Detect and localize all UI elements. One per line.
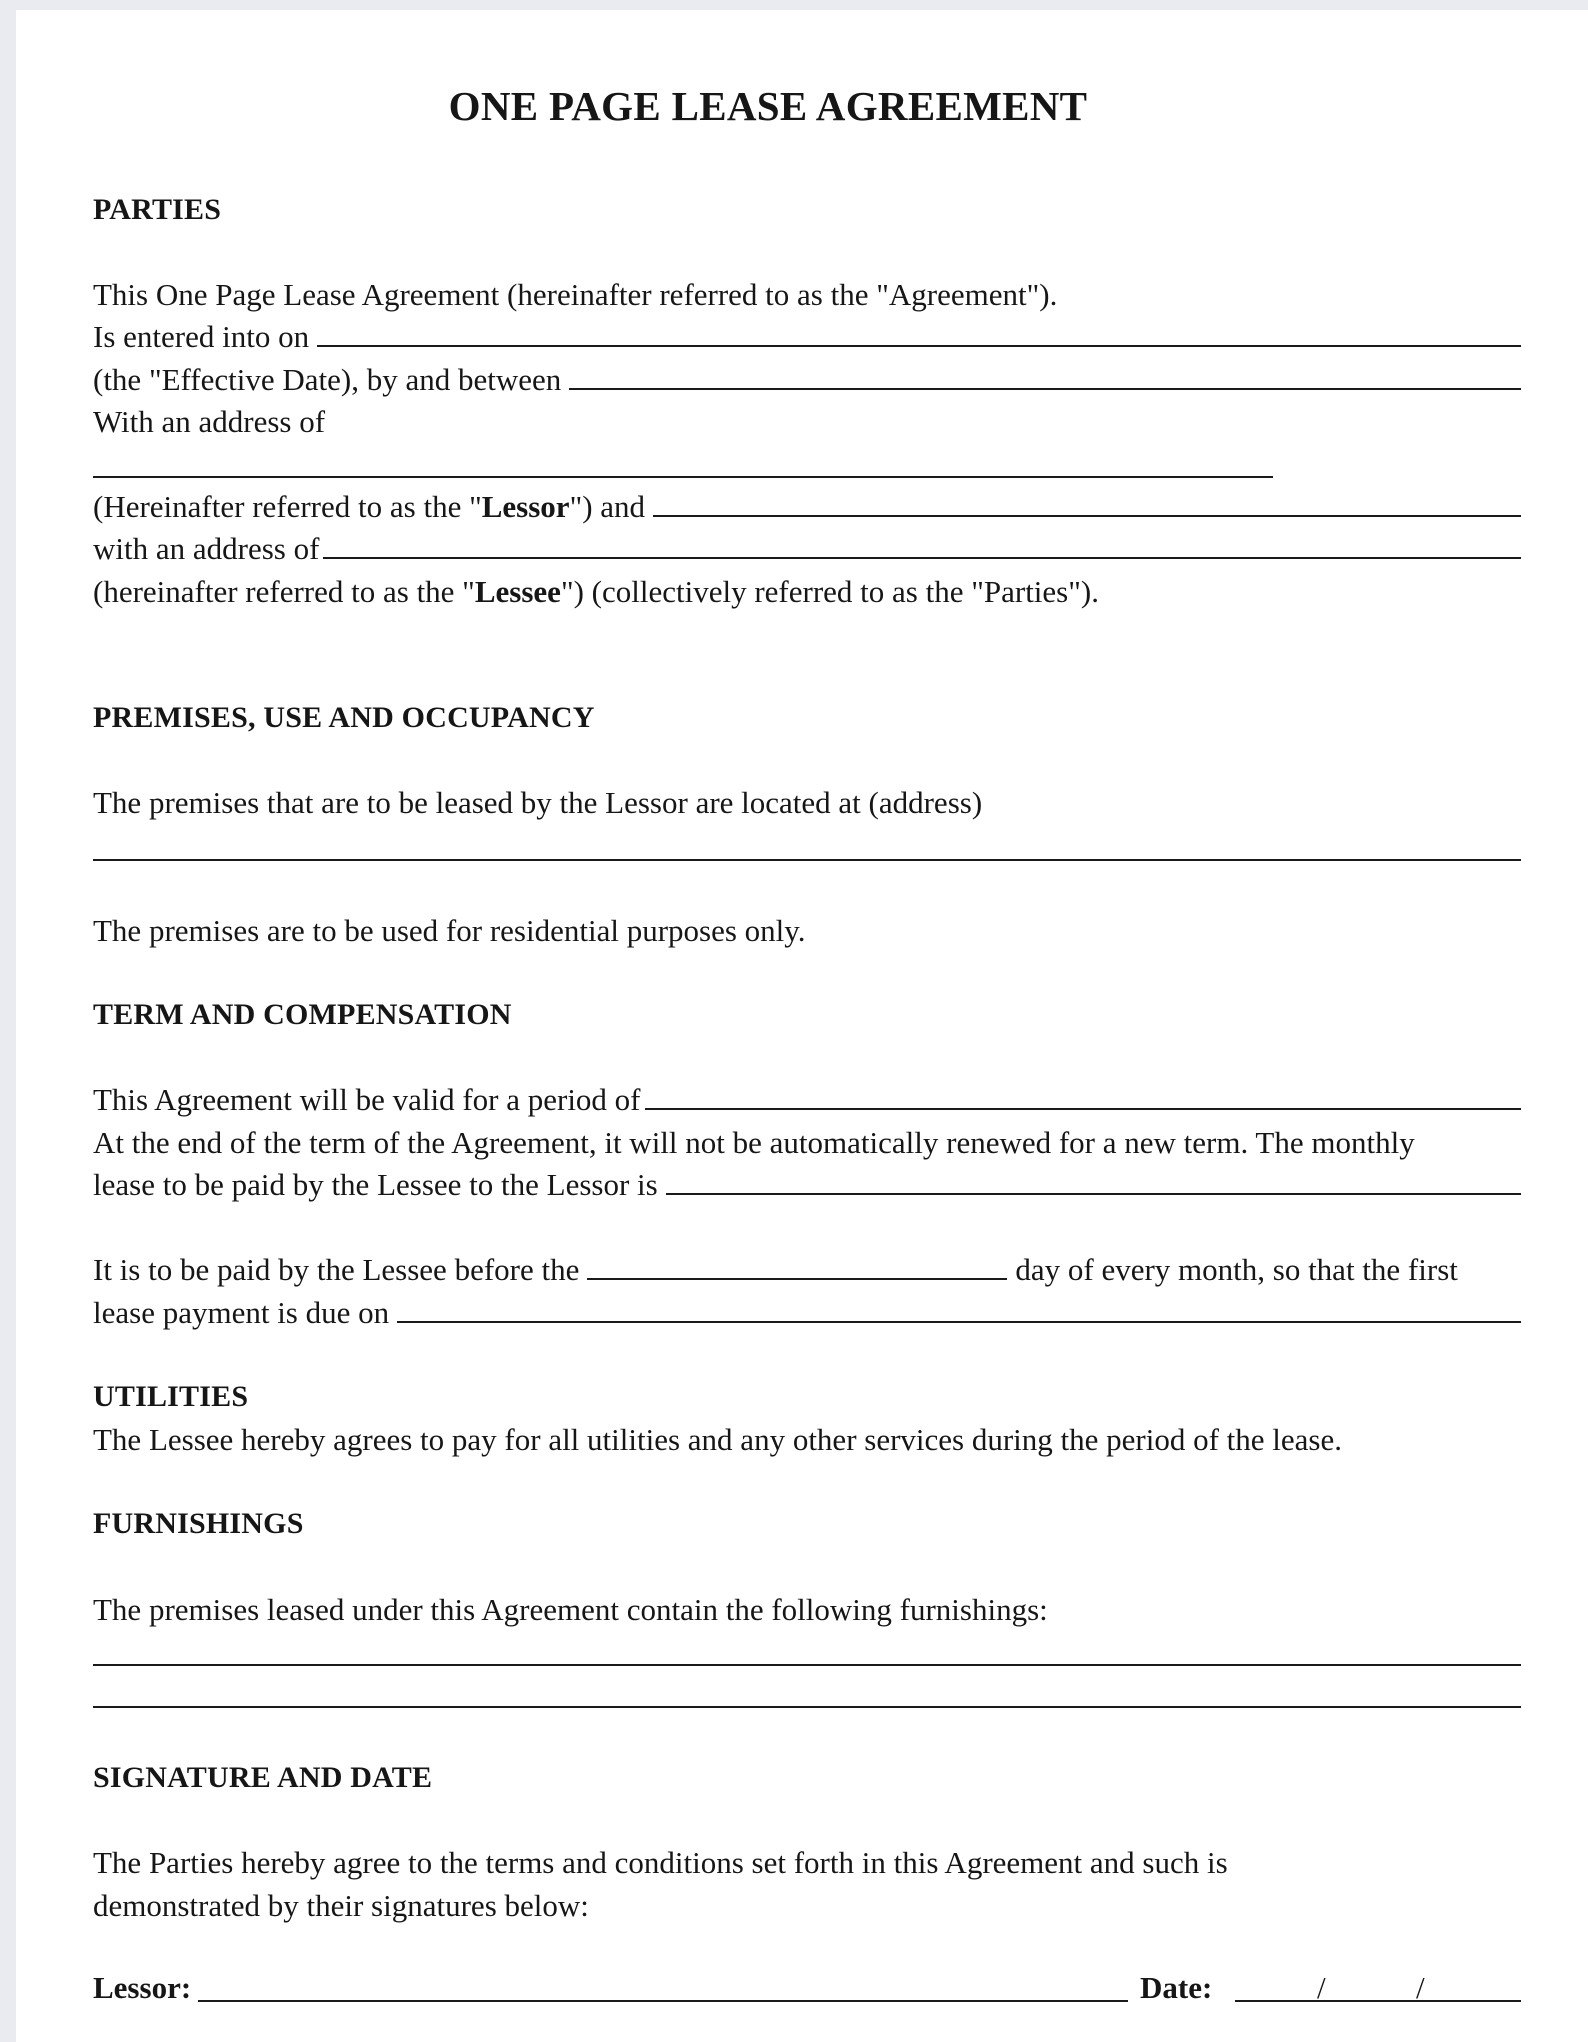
- premises-address-field[interactable]: [93, 859, 1521, 861]
- furnishings-field-2[interactable]: [93, 1706, 1521, 1708]
- section-heading-utilities: UTILITIES: [93, 1380, 249, 1413]
- lessee-address-row: [93, 529, 1521, 569]
- lessee-name-field[interactable]: [653, 487, 1521, 517]
- premises-location-text: The premises that are to be leased by the Lessor are located at (address): [93, 785, 983, 820]
- date-separator-2: /: [1416, 1970, 1425, 2005]
- section-heading-furnishings: FURNISHINGS: [93, 1507, 304, 1540]
- premises-use-text: The premises are to be used for residential purposes only.: [93, 913, 806, 948]
- date-separator-1: /: [1317, 1970, 1326, 2005]
- lessee-address-label: with an address of: [93, 531, 320, 566]
- signature-text-line1: The Parties hereby agree to the terms and conditions set forth in this Agreement and such is: [93, 1845, 1228, 1880]
- parties-intro: This One Page Lease Agreement (hereinafter referred to as the "Agreement").: [93, 277, 1058, 312]
- lessor-signature-label: Lessor:: [93, 1970, 192, 2005]
- lessor-row: [93, 487, 1521, 527]
- furnishings-field-1[interactable]: [93, 1664, 1521, 1666]
- monthly-lease-amount-field[interactable]: [666, 1165, 1521, 1195]
- section-heading-parties: PARTIES: [93, 193, 222, 226]
- lessor-signature-row: [93, 1970, 1521, 2014]
- lessee-address-field[interactable]: [323, 529, 1521, 559]
- section-heading-term: TERM AND COMPENSATION: [93, 998, 512, 1031]
- entered-into-on-label: Is entered into on: [93, 319, 310, 354]
- lessor-name-field[interactable]: [569, 360, 1521, 390]
- payment-day-field[interactable]: [587, 1250, 1007, 1280]
- furnishings-text: The premises leased under this Agreement contain the following furnishings:: [93, 1592, 1048, 1627]
- term-period-label: This Agreement will be valid for a period of: [93, 1082, 641, 1117]
- entered-into-on-row: [93, 317, 1521, 357]
- lessee-definition: (hereinafter referred to as the "Lessee") (collectively referred to as the "Parties").: [93, 574, 1099, 609]
- payment-day-label: It is to be paid by the Lessee before the: [93, 1252, 580, 1287]
- utilities-text: The Lessee hereby agrees to pay for all utilities and any other services during the period of the lease.: [93, 1422, 1343, 1457]
- term-period-field[interactable]: [645, 1080, 1521, 1110]
- document-title: ONE PAGE LEASE AGREEMENT: [448, 83, 1088, 129]
- address-of-label: With an address of: [93, 404, 326, 439]
- payment-day-row: [93, 1250, 1521, 1290]
- signature-text-line2: demonstrated by their signatures below:: [93, 1888, 589, 1923]
- term-period-row: [93, 1080, 1521, 1120]
- lessor-signature-field[interactable]: [198, 2000, 1128, 2002]
- section-heading-signature: SIGNATURE AND DATE: [93, 1761, 433, 1794]
- first-payment-label: lease payment is due on: [93, 1295, 390, 1330]
- effective-date-field[interactable]: [317, 317, 1521, 347]
- lessor-address-field[interactable]: [93, 476, 1273, 478]
- payment-day-suffix: day of every month, so that the first: [1015, 1252, 1458, 1287]
- lessor-date-field[interactable]: [1235, 2000, 1521, 2002]
- first-payment-row: [93, 1293, 1521, 1333]
- effective-date-label: (the "Effective Date), by and between: [93, 362, 562, 397]
- section-heading-premises: PREMISES, USE AND OCCUPANCY: [93, 701, 595, 734]
- document-page: [16, 10, 1588, 2042]
- monthly-lease-label: lease to be paid by the Lessee to the Lessor is: [93, 1167, 658, 1202]
- monthly-lease-row: [93, 1165, 1521, 1205]
- term-renewal-text: At the end of the term of the Agreement, it will not be automatically renewed for a new term. The monthly: [93, 1125, 1415, 1160]
- effective-date-row: [93, 360, 1521, 400]
- first-payment-date-field[interactable]: [397, 1293, 1521, 1323]
- date-label: Date:: [1140, 1970, 1213, 2005]
- lessor-label: (Hereinafter referred to as the "Lessor") and: [93, 489, 646, 524]
